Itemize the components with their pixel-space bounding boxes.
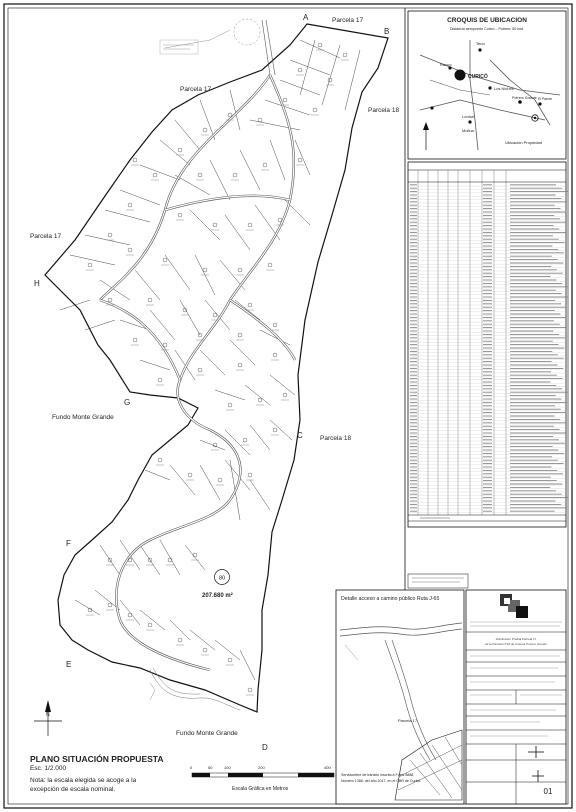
vertex-g-label: G: [124, 398, 131, 407]
croquis-title: CROQUIS DE UBICACION: [447, 17, 527, 24]
lot-80-number: 80: [218, 575, 226, 582]
graphic-scale-bar: [190, 765, 334, 792]
parcel-18-top-label: Parcela 18: [368, 107, 400, 114]
place-molina: Molina: [462, 128, 474, 133]
total-area-label: 207.680 m²: [202, 593, 233, 599]
scale-tick-50: 50: [208, 765, 213, 770]
detail-footnote-2: Número 1388, del año 2017, en el CBR de Curicó.: [341, 779, 422, 783]
vertex-h-label: H: [34, 279, 40, 288]
north-arrow-icon: [34, 700, 62, 736]
place-los-niches: Los Niches: [494, 86, 514, 91]
croquis-panel: [408, 11, 566, 159]
plan-note-line1: Nota: la escala elegida se acoge a la: [30, 777, 137, 784]
parcel-17-mid-label: Parcela 17: [180, 86, 212, 93]
vertex-c-label: C: [297, 431, 303, 440]
vertex-a-label: A: [303, 13, 309, 22]
place-el-parron: El Parrón: [538, 97, 553, 101]
parcel-17-left-label: Parcela 17: [30, 233, 62, 240]
cartouche-plan-desc: Subdivisión Predial Parcela 17: [495, 637, 537, 641]
scale-tick-400: 400: [324, 765, 331, 770]
scale-tick-200: 200: [258, 765, 265, 770]
vertex-e-label: E: [66, 660, 72, 669]
sheet-number: 01: [543, 787, 553, 796]
vertex-b-label: B: [384, 27, 390, 36]
fundo-bottom-label: Fundo Monte Grande: [176, 730, 238, 737]
detail-footnote-1: Servidumbre de tránsito inscrita a Fojas 8888,: [341, 773, 415, 777]
svg-text:de la Parcela N°18 de Colonia: de la Parcela N°18 de Colonia Potrero Grande: [485, 642, 547, 646]
vertex-d-label: D: [262, 743, 268, 752]
scale-caption: Escala Gráfica en Metros: [232, 786, 289, 792]
internal-roads: [100, 75, 295, 670]
parcel-17-top-label: Parcela 17: [332, 17, 364, 24]
place-curico: CURICÓ: [468, 74, 488, 80]
vertex-f-label: F: [66, 539, 71, 548]
plan-scale: Esc. 1/2.000: [30, 765, 67, 772]
city-curico-marker: [455, 70, 466, 81]
place-rauco: Rauco: [440, 62, 452, 67]
plan-note-line2: excepción de escala nominal.: [30, 786, 116, 793]
lot-subdivision-lines: [60, 40, 360, 680]
place-lontue: Lontué: [462, 114, 475, 119]
scale-tick-0: 0: [190, 765, 193, 770]
plan-title: PLANO SITUACIÓN PROPUESTA: [30, 754, 164, 764]
place-ubicacion: Ubicación Propiedad: [505, 140, 542, 145]
svg-text:N: N: [46, 712, 50, 718]
table-note-block: [408, 574, 468, 588]
place-potrero-grande: Potrero Grande: [512, 96, 537, 100]
detail-parcel-label: Parcela 17: [398, 718, 418, 723]
cartouche: [466, 590, 566, 804]
access-detail-panel: [336, 590, 464, 804]
detail-title: Detalle acceso a camino público Ruta J-65: [341, 596, 440, 602]
croquis-subtitle: Distancia aeropuerto Curicó – Potrero: 50 kmt.: [449, 27, 525, 31]
place-teno: Teno: [476, 41, 485, 46]
scale-tick-100: 100: [224, 765, 231, 770]
fundo-left-label: Fundo Monte Grande: [52, 414, 114, 421]
coordinates-table: [408, 162, 568, 527]
parcel-18-mid-label: Parcela 18: [320, 435, 352, 442]
